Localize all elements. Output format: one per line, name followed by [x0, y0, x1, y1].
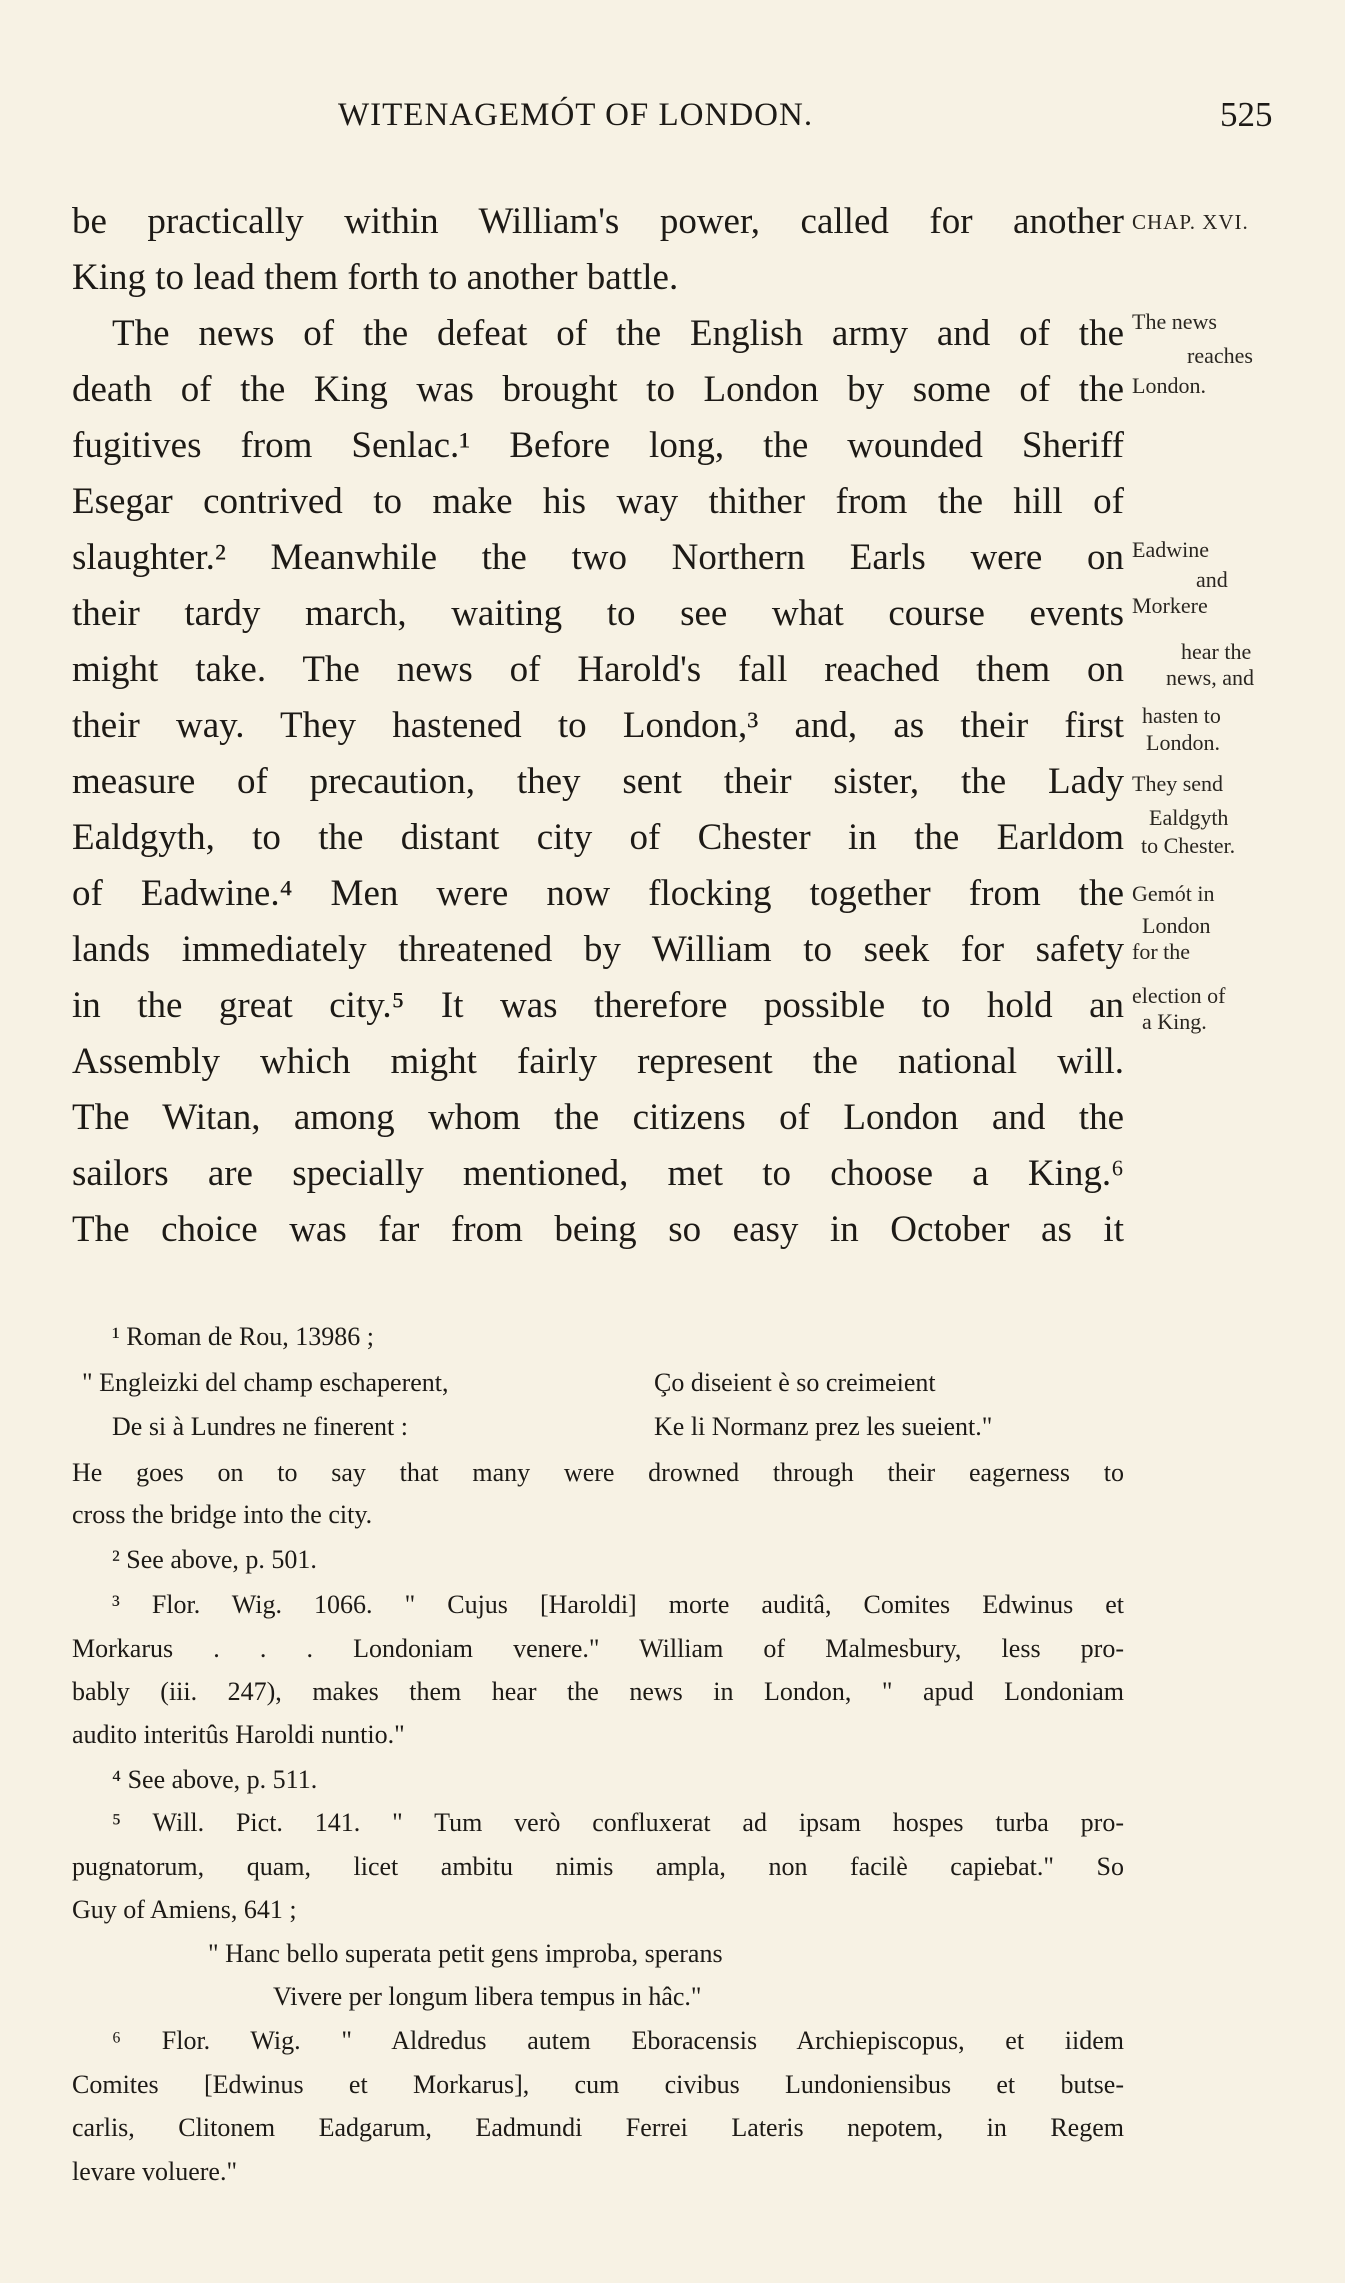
body-line: The choice was far from being so easy in October as it — [72, 1209, 1124, 1250]
footnote-text: bably (iii. 247), makes them hear the news in London, " apud Londoniam — [72, 1677, 1124, 1706]
body-line: slaughter.² Meanwhile the two Northern Earls were on — [72, 537, 1124, 578]
footnote-verse: De si à Lundres ne finerent : — [112, 1412, 409, 1441]
page-number: 525 — [1220, 95, 1273, 134]
margin-note: London. — [1146, 730, 1220, 755]
margin-note: Morkere — [1132, 593, 1208, 618]
margin-note: Ealdgyth — [1149, 805, 1229, 830]
margin-note: election of — [1132, 983, 1226, 1008]
footnote-2: ² See above, p. 501. — [112, 1545, 317, 1574]
margin-note: London. — [1132, 373, 1206, 398]
body-line: The Witan, among whom the citizens of London and the — [72, 1097, 1124, 1138]
margin-note: London — [1142, 913, 1211, 938]
footnote-text: levare voluere." — [72, 2157, 238, 2186]
footnote-text: Morkarus . . . Londoniam venere." William of Malmesbury, less pro- — [72, 1634, 1124, 1663]
footnote-text: carlis, Clitonem Eadgarum, Eadmundi Ferrei Lateris nepotem, in Regem — [72, 2113, 1124, 2142]
footnote-verse: " Engleizki del champ eschaperent, — [82, 1368, 449, 1397]
body-line: fugitives from Senlac.¹ Before long, the wounded Sheriff — [72, 425, 1124, 466]
footnote-4: ⁴ See above, p. 511. — [112, 1765, 318, 1794]
body-line: might take. The news of Harold's fall reached them on — [72, 649, 1124, 690]
margin-note: Gemót in — [1132, 881, 1215, 906]
footnote-5: ⁵ Will. Pict. 141. " Tum verò confluxerat ad ipsam hospes turba pro- — [112, 1808, 1124, 1837]
body-line: sailors are specially mentioned, met to choose a King.⁶ — [72, 1153, 1124, 1194]
body-line: their way. They hastened to London,³ and, as their first — [72, 705, 1124, 746]
margin-note-chapter: CHAP. XVI. — [1132, 210, 1249, 234]
body-line: Ealdgyth, to the distant city of Chester in the Earldom — [72, 817, 1124, 858]
body-line: The news of the defeat of the English army and of the — [112, 313, 1124, 354]
footnote-text: Guy of Amiens, 641 ; — [72, 1895, 297, 1924]
margin-note: news, and — [1166, 665, 1254, 690]
footnote-text: pugnatorum, quam, licet ambitu nimis ampla, non facilè capiebat." So — [72, 1852, 1124, 1881]
body-line: Assembly which might fairly represent the national will. — [72, 1041, 1124, 1082]
margin-note: for the — [1132, 939, 1191, 964]
running-header: WITENAGEMÓT OF LONDON. — [338, 97, 814, 133]
footnote-text: audito interitûs Haroldi nuntio." — [72, 1720, 405, 1749]
margin-note: They send — [1132, 771, 1224, 796]
footnote-text: cross the bridge into the city. — [72, 1500, 373, 1529]
margin-note: and — [1196, 567, 1228, 592]
margin-note: reaches — [1187, 343, 1253, 368]
body-line: their tardy march, waiting to see what course events — [72, 593, 1124, 634]
body-line: be practically within William's power, called for another — [72, 201, 1124, 242]
margin-note: to Chester. — [1141, 833, 1236, 858]
body-line: lands immediately threatened by William to seek for safety — [72, 929, 1124, 970]
body-line: in the great city.⁵ It was therefore possible to hold an — [72, 985, 1124, 1026]
footnote-6: ⁶ Flor. Wig. " Aldredus autem Eboracensis Archiepiscopus, et iidem — [112, 2026, 1124, 2055]
footnote-1: ¹ Roman de Rou, 13986 ; — [112, 1322, 375, 1351]
footnote-3: ³ Flor. Wig. 1066. " Cujus [Haroldi] morte auditâ, Comites Edwinus et — [112, 1590, 1124, 1619]
footnote-text: He goes on to say that many were drowned through their eagerness to — [72, 1458, 1124, 1487]
margin-note: hear the — [1181, 639, 1252, 664]
body-line: King to lead them forth to another battle. — [72, 257, 679, 298]
margin-note: Eadwine — [1132, 537, 1209, 562]
margin-note: hasten to — [1142, 703, 1221, 728]
body-line: Esegar contrived to make his way thither from the hill of — [72, 481, 1124, 522]
body-line: measure of precaution, they sent their sister, the Lady — [72, 761, 1124, 802]
footnote-text: Comites [Edwinus et Morkarus], cum civibus Lundoniensibus et butse- — [72, 2070, 1124, 2099]
footnote-verse: Ke li Normanz prez les sueient." — [654, 1412, 993, 1441]
footnote-verse: Ço diseient è so creimeient — [654, 1368, 936, 1397]
margin-note: The news — [1132, 309, 1217, 334]
footnote-verse: Vivere per longum libera tempus in hâc." — [273, 1982, 702, 2011]
body-line: of Eadwine.⁴ Men were now flocking together from the — [72, 873, 1124, 914]
body-line: death of the King was brought to London by some of the — [72, 369, 1124, 410]
margin-note: a King. — [1142, 1009, 1207, 1034]
footnote-verse: " Hanc bello superata petit gens improba, sperans — [208, 1939, 723, 1968]
